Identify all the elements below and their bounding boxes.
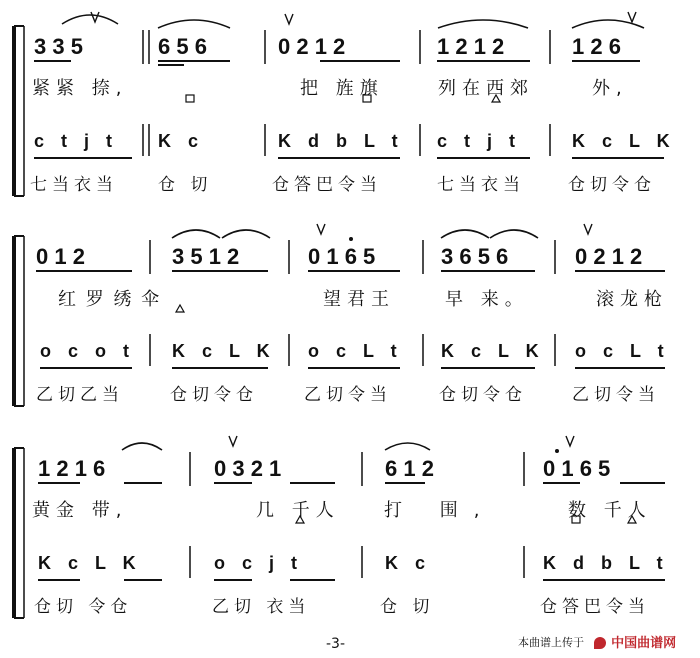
lyric-7: 早 来。	[445, 289, 529, 310]
measure-3-notes: 0 2 1 2	[278, 34, 346, 59]
measure-5-notes: 1 2 6	[572, 34, 621, 59]
perc-14: K d b L t	[543, 553, 669, 573]
perc-lyric-9: 仓切令仓	[439, 385, 527, 405]
perc-6: o c o t	[40, 341, 135, 361]
measure-14-notes: 0 1 6 5	[543, 456, 611, 481]
lyric-8: 滚龙枪	[596, 289, 668, 310]
logo-icon	[594, 637, 606, 649]
lyric-3: 列在西郊	[438, 78, 534, 99]
breath-marks	[91, 12, 636, 446]
site-name: 中国曲谱网	[611, 636, 677, 651]
perc-4: c t j t	[437, 131, 522, 151]
perc-lyric-7: 仓切令仓	[170, 385, 258, 405]
site-logo[interactable]	[594, 632, 676, 651]
perc-1: c t j t	[34, 131, 119, 151]
perc-lyric-14: 仓答巴令当	[540, 597, 650, 617]
lyric-5: 红 罗 绣 伞	[58, 289, 162, 310]
measure-1-notes: 3 3 5	[34, 34, 83, 59]
slurs	[62, 15, 644, 450]
perc-3: K d b L t	[278, 131, 404, 151]
upload-note: 本曲谱上传于	[518, 636, 584, 649]
perc-2: K c	[158, 131, 205, 151]
lyric-4: 外,	[592, 78, 628, 99]
accent-marks	[176, 95, 636, 523]
perc-lyric-11: 仓切 令仓	[34, 597, 133, 617]
perc-12: o c j t	[214, 553, 304, 573]
system-bracket	[14, 26, 24, 618]
perc-lyric-6: 乙切乙当	[36, 385, 124, 405]
perc-lyric-8: 乙切令当	[304, 385, 392, 405]
perc-5: K c L K	[572, 131, 676, 151]
measure-9-notes: 3 6 5 6	[441, 244, 509, 269]
perc-lyric-4: 七当衣当	[437, 175, 525, 195]
beams	[34, 61, 665, 580]
measure-7-notes: 3 5 1 2	[172, 244, 240, 269]
measure-8-notes: 0 1 6 5	[308, 244, 376, 269]
lyric-6: 望君王	[323, 289, 395, 310]
lyric-10: 几 千人	[256, 500, 340, 521]
barlines	[143, 30, 555, 578]
perc-lyric-3: 仓答巴令当	[272, 175, 382, 195]
lyric-1: 紧紧 捺,	[32, 78, 128, 99]
perc-lyric-2: 仓 切	[158, 175, 213, 195]
perc-10: o c L t	[575, 341, 670, 361]
measure-11-notes: 1 2 1 6	[38, 456, 106, 481]
page-number: -3-	[326, 636, 346, 652]
measure-10-notes: 0 2 1 2	[575, 244, 643, 269]
perc-9: K c L K	[441, 341, 545, 361]
measure-2-notes: 6 5 6	[158, 34, 207, 59]
perc-lyric-1: 七当衣当	[30, 175, 118, 195]
perc-lyric-5: 仓切令仓	[568, 175, 656, 195]
lyric-2: 把 旌旗	[300, 78, 384, 99]
perc-8: o c L t	[308, 341, 403, 361]
lyric-12: 数 千人	[568, 500, 652, 521]
perc-11: K c L K	[38, 553, 142, 573]
perc-lyric-12: 乙切 衣当	[212, 597, 311, 617]
lyric-9: 黄金 带,	[32, 500, 128, 521]
lyric-11: 打 围,	[384, 500, 496, 521]
perc-13: K c	[385, 553, 432, 573]
measure-13-notes: 6 1 2	[385, 456, 434, 481]
octave-dots	[349, 237, 559, 453]
measure-12-notes: 0 3 2 1	[214, 456, 282, 481]
measure-4-notes: 1 2 1 2	[437, 34, 505, 59]
measure-6-notes: 0 1 2	[36, 244, 85, 269]
perc-lyric-10: 乙切令当	[572, 385, 660, 405]
perc-lyric-13: 仓 切	[380, 597, 435, 617]
perc-7: K c L K	[172, 341, 276, 361]
